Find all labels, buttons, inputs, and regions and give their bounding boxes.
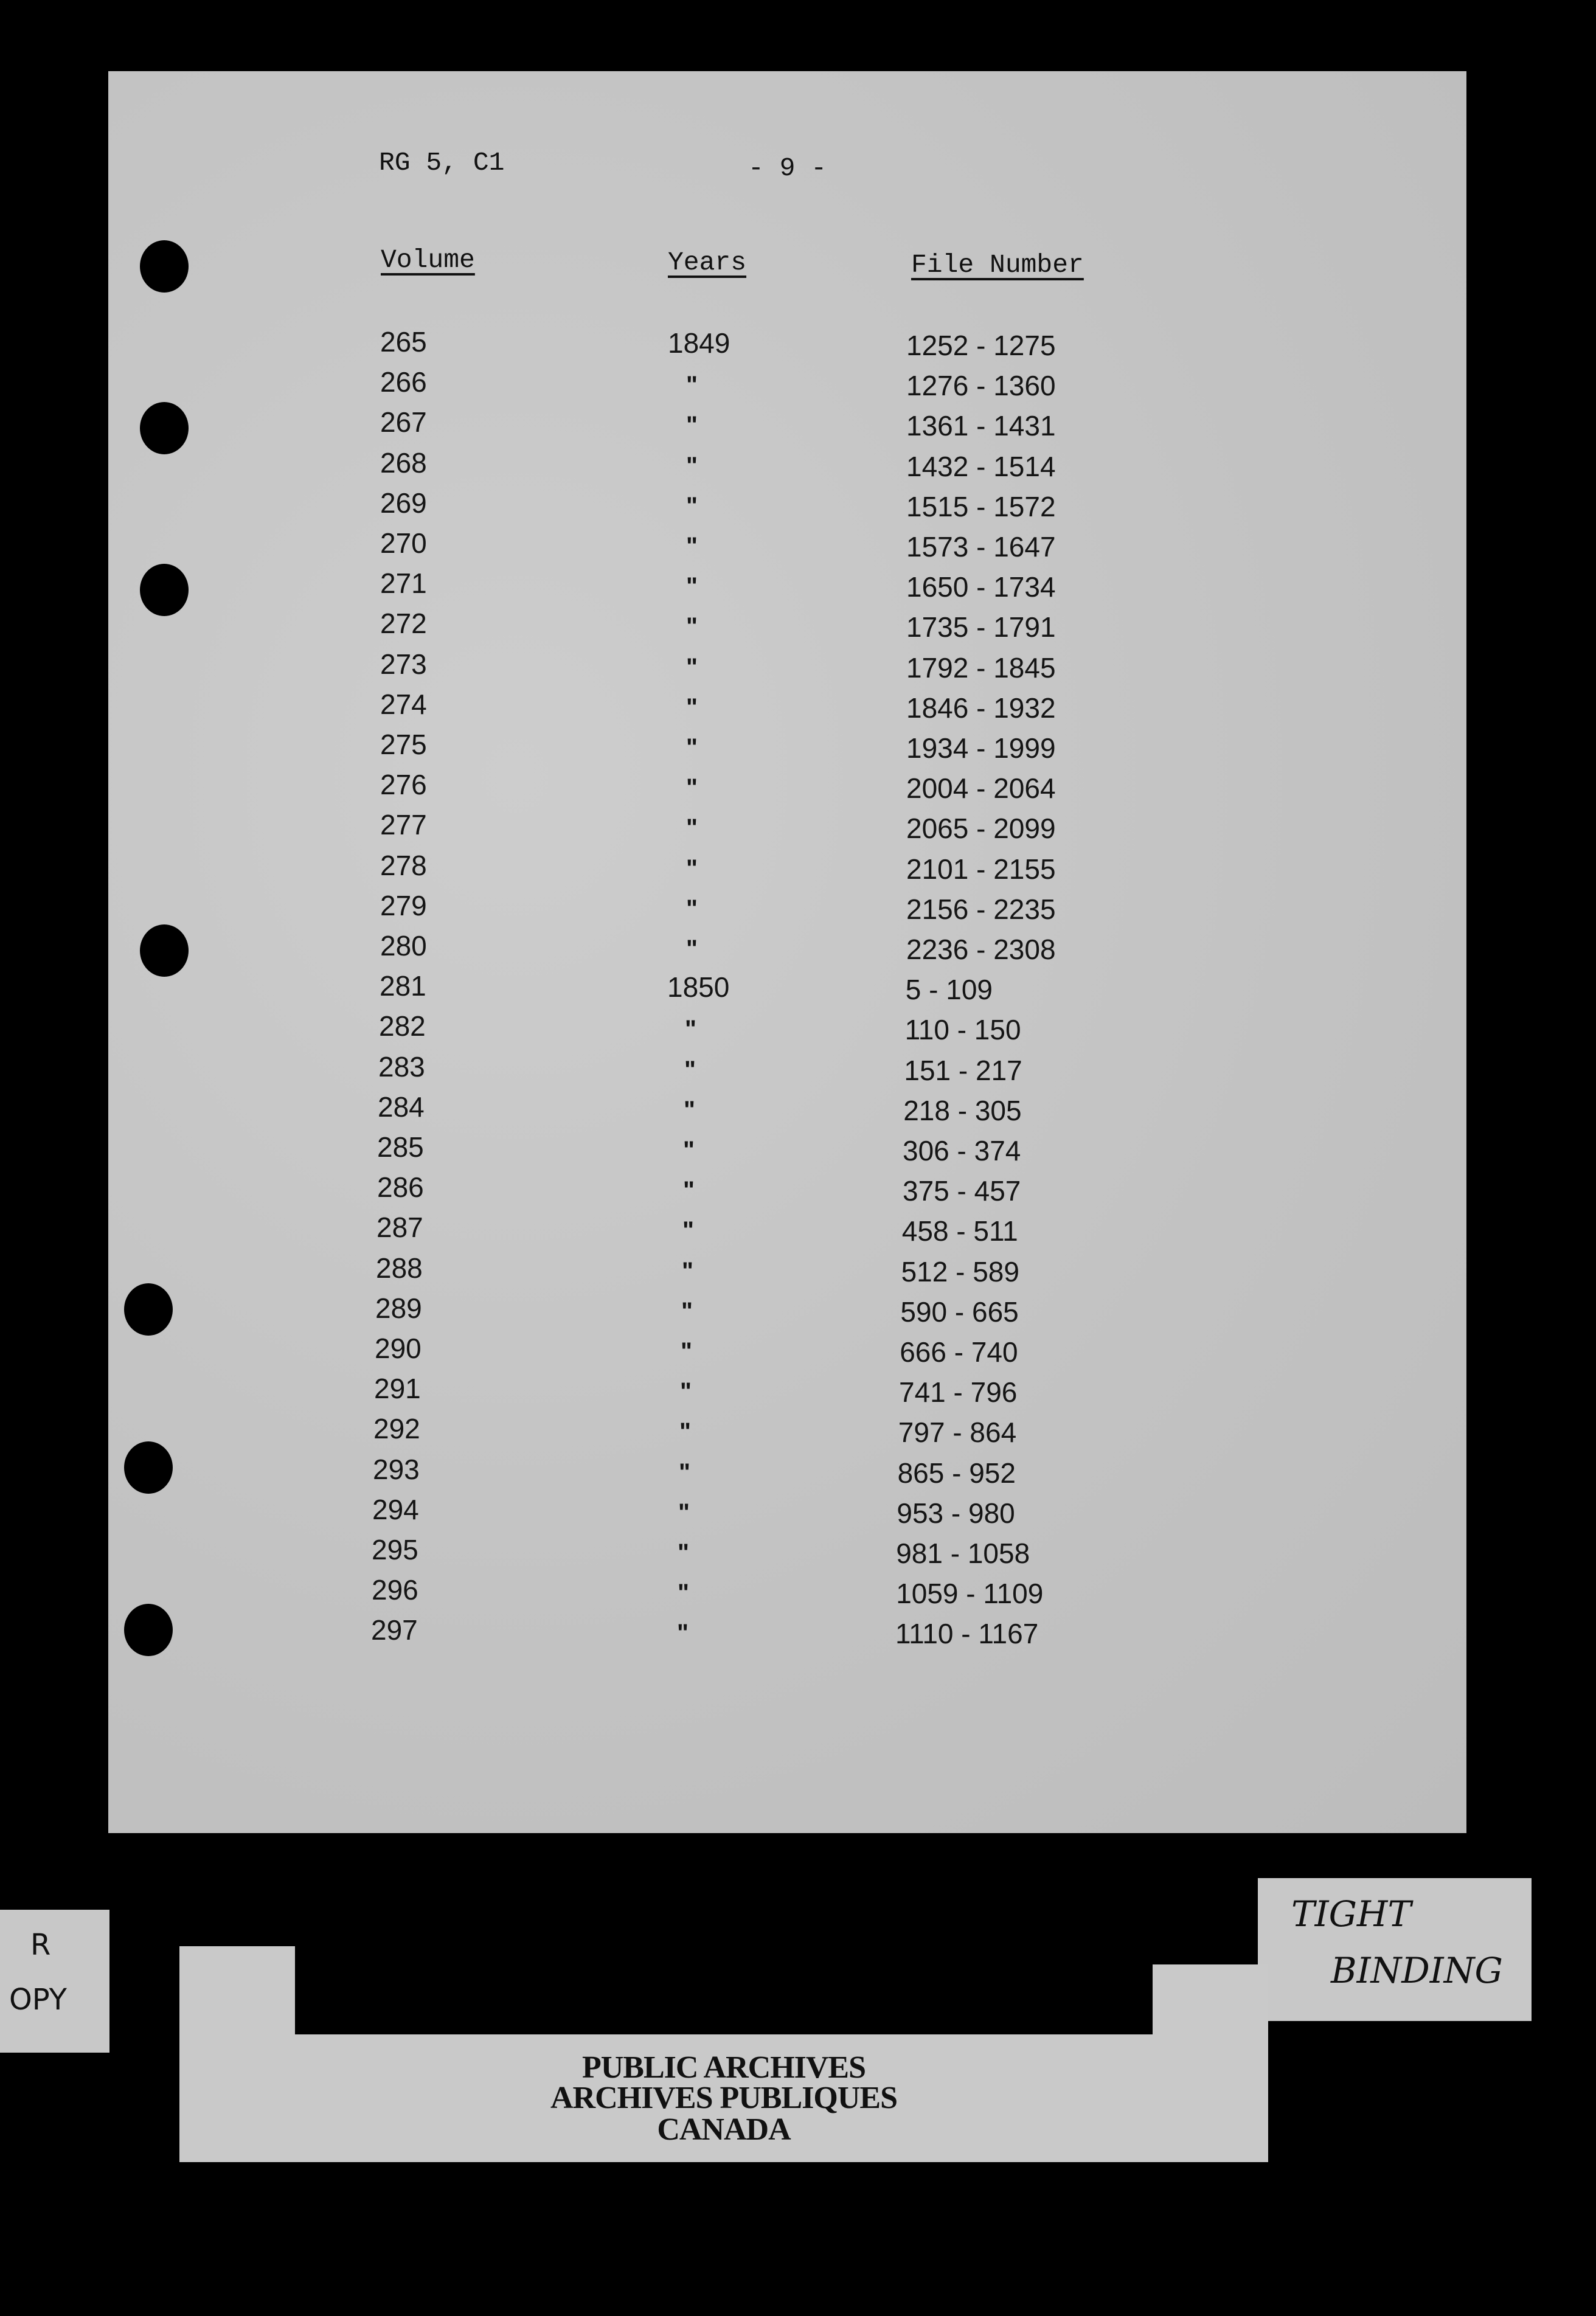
years-cell: " — [686, 935, 698, 962]
file-number-cell: 2236 - 2308 — [906, 934, 1056, 965]
volume-cell: 277 — [380, 809, 427, 841]
right-note-slip — [1258, 1878, 1532, 2021]
volume-cell: 280 — [380, 930, 427, 962]
right-note-line-1: TIGHT — [1291, 1893, 1412, 1935]
volume-cell: 274 — [380, 688, 427, 720]
file-number-cell: 218 - 305 — [903, 1095, 1022, 1126]
punch-hole — [124, 1283, 173, 1336]
file-number-cell: 1846 - 1932 — [906, 692, 1056, 724]
years-cell: " — [682, 1217, 694, 1244]
volume-cell: 285 — [377, 1131, 424, 1163]
file-number-cell: 1650 - 1734 — [906, 571, 1056, 603]
punch-hole — [124, 1604, 173, 1656]
years-cell: " — [686, 895, 698, 922]
file-number-cell: 981 - 1058 — [896, 1538, 1030, 1569]
years-cell: " — [686, 613, 698, 640]
volume-cell: 284 — [378, 1091, 425, 1123]
volume-cell: 283 — [378, 1051, 425, 1083]
file-number-cell: 151 - 217 — [904, 1055, 1022, 1086]
left-note-line-2: OPY — [9, 1983, 67, 2017]
years-cell: " — [686, 774, 698, 801]
years-cell: " — [686, 533, 698, 560]
volume-cell: 270 — [380, 527, 427, 559]
volume-cell: 286 — [377, 1171, 424, 1203]
volume-cell: 269 — [380, 487, 427, 519]
years-cell: " — [686, 855, 698, 882]
years-cell: " — [678, 1539, 689, 1566]
volume-cell: 282 — [379, 1010, 426, 1042]
file-number-cell: 512 - 589 — [901, 1256, 1019, 1288]
file-number-cell: 1059 - 1109 — [896, 1578, 1044, 1609]
years-cell: " — [685, 1016, 696, 1042]
years-cell: " — [686, 734, 698, 761]
years-cell: " — [686, 654, 698, 681]
file-number-cell: 2156 - 2235 — [906, 893, 1056, 925]
left-note-line-1: R — [30, 1928, 51, 1962]
archives-stamp — [179, 1946, 1268, 2162]
volume-cell: 296 — [372, 1574, 418, 1606]
file-number-cell: 1934 - 1999 — [906, 732, 1056, 764]
punch-hole — [140, 402, 189, 454]
file-number-cell: 1792 - 1845 — [906, 652, 1056, 684]
column-header-years: Years — [668, 248, 747, 277]
years-cell: " — [686, 412, 698, 439]
file-number-cell: 590 - 665 — [900, 1296, 1019, 1328]
file-number-cell: 375 - 457 — [903, 1175, 1021, 1207]
volume-cell: 276 — [380, 769, 427, 800]
volume-cell: 287 — [376, 1212, 423, 1243]
stamp-line-3: CANADA — [657, 2112, 791, 2147]
volume-cell: 288 — [376, 1252, 423, 1284]
years-cell: " — [683, 1177, 695, 1204]
volume-cell: 271 — [380, 567, 427, 599]
document-page — [108, 71, 1466, 1833]
file-number-cell: 458 - 511 — [901, 1215, 1018, 1247]
years-cell: " — [681, 1338, 692, 1365]
file-number-cell: 953 - 980 — [897, 1497, 1015, 1529]
years-cell: " — [686, 493, 698, 519]
years-cell: " — [683, 1137, 695, 1163]
file-number-cell: 666 - 740 — [900, 1336, 1018, 1368]
years-cell: " — [678, 1499, 690, 1526]
years-cell: " — [684, 1056, 696, 1083]
volume-cell: 290 — [375, 1333, 422, 1364]
years-cell: " — [686, 573, 698, 600]
file-number-cell: 1573 - 1647 — [906, 531, 1056, 563]
stamp-frame — [1153, 1964, 1268, 2040]
volume-cell: 273 — [380, 648, 427, 680]
years-cell: " — [679, 1459, 690, 1486]
volume-cell: 293 — [373, 1454, 420, 1485]
file-number-cell: 1252 - 1275 — [906, 330, 1056, 361]
page-number: - 9 - — [748, 153, 827, 183]
file-number-cell: 1110 - 1167 — [895, 1618, 1039, 1649]
volume-cell: 267 — [380, 406, 427, 438]
volume-cell: 278 — [380, 850, 427, 881]
left-note-slip — [0, 1910, 109, 2053]
file-number-cell: 1276 - 1360 — [906, 370, 1056, 401]
column-header-file-number: File Number — [911, 250, 1084, 280]
file-number-cell: 2101 - 2155 — [906, 853, 1056, 885]
volume-cell: 275 — [380, 729, 427, 760]
volume-cell: 272 — [380, 608, 427, 639]
years-cell: " — [684, 1097, 695, 1123]
volume-cell: 295 — [372, 1534, 418, 1565]
file-number-cell: 1515 - 1572 — [906, 491, 1056, 522]
file-number-cell: 1432 - 1514 — [906, 451, 1056, 482]
years-cell: " — [686, 452, 698, 479]
volume-cell: 265 — [380, 326, 427, 358]
punch-hole — [140, 564, 189, 616]
volume-cell: 297 — [371, 1614, 418, 1646]
years-cell: " — [682, 1258, 693, 1285]
volume-cell: 279 — [380, 890, 427, 921]
right-note-line-2: BINDING — [1331, 1950, 1503, 1991]
volume-cell: 289 — [375, 1292, 422, 1324]
years-cell: " — [677, 1620, 689, 1646]
volume-cell: 291 — [374, 1373, 421, 1404]
file-number-cell: 797 - 864 — [898, 1416, 1017, 1448]
file-number-cell: 306 - 374 — [903, 1135, 1021, 1167]
stamp-frame — [179, 1946, 295, 2037]
file-number-cell: 110 - 150 — [904, 1014, 1021, 1045]
column-header-volume: Volume — [381, 245, 475, 275]
file-number-cell: 2065 - 2099 — [906, 813, 1056, 844]
punch-hole — [124, 1441, 173, 1494]
stamp-line-2: ARCHIVES PUBLIQUES — [550, 2081, 898, 2115]
volume-cell: 281 — [380, 970, 426, 1002]
volume-cell: 292 — [373, 1413, 420, 1444]
years-cell: " — [680, 1378, 692, 1405]
punch-hole — [140, 240, 189, 293]
file-number-cell: 5 - 109 — [905, 974, 993, 1005]
file-number-cell: 865 - 952 — [897, 1457, 1016, 1489]
years-cell: " — [686, 372, 698, 398]
years-cell: " — [679, 1418, 691, 1445]
record-group-ref: RG 5, C1 — [379, 148, 505, 178]
years-cell: " — [681, 1298, 693, 1325]
volume-cell: 268 — [380, 447, 427, 479]
volume-cell: 266 — [380, 366, 427, 398]
file-number-cell: 741 - 796 — [899, 1376, 1018, 1408]
years-cell: 1849 — [668, 327, 730, 359]
file-number-cell: 1735 - 1791 — [906, 611, 1056, 643]
stamp-line-1: PUBLIC ARCHIVES — [581, 2050, 866, 2085]
punch-hole — [140, 924, 189, 977]
file-number-cell: 2004 - 2064 — [906, 772, 1056, 804]
file-number-cell: 1361 - 1431 — [906, 410, 1056, 442]
volume-cell: 294 — [372, 1494, 419, 1525]
years-cell: " — [678, 1579, 689, 1606]
years-cell: 1850 — [667, 971, 730, 1003]
years-cell: " — [686, 814, 698, 841]
years-cell: " — [686, 694, 698, 721]
